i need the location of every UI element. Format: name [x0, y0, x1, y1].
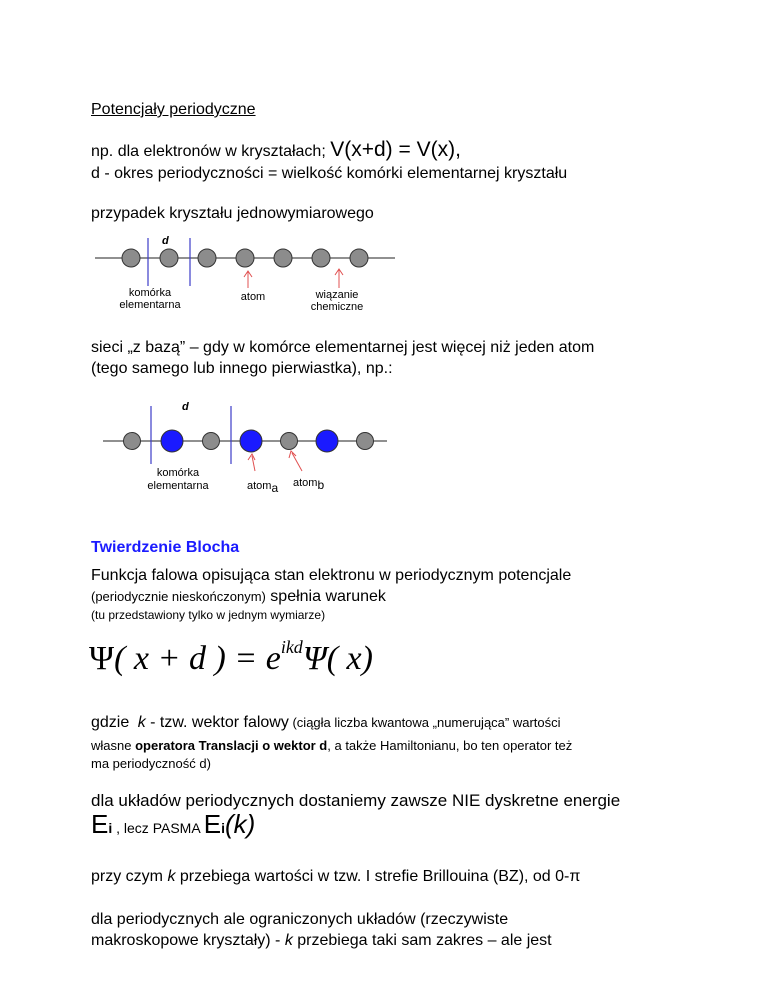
- diagram-basis-lattice: [95, 398, 395, 498]
- band-energy-index: i: [221, 820, 226, 836]
- atom: [122, 249, 140, 267]
- bloch-line-2-paren: (periodycznie nieskończonym): [91, 589, 266, 604]
- equation-rhs: Ψ( x): [302, 640, 373, 677]
- atom-a-arrowhead: [248, 454, 255, 460]
- equation-lhs: ( x + d ) = e: [114, 640, 281, 677]
- energy-symbol: E: [91, 809, 109, 839]
- atom-a: [240, 430, 262, 452]
- k-def-text: gdzie: [91, 714, 130, 731]
- wavevector-definition-line-3: ma periodyczność d): [91, 756, 211, 771]
- translation-operator: operatora Translacji o wektor d: [135, 738, 328, 753]
- atom-label: atom: [240, 291, 266, 303]
- band-k-argument: (k): [225, 809, 256, 839]
- k-def-text: , a także Hamiltonianu, bo ten operator też: [327, 738, 573, 753]
- one-dim-crystal-heading: przypadek kryształu jednowymiarowego: [91, 205, 374, 222]
- periodic-potential-intro: [91, 138, 461, 162]
- page-heading: Potencjały periodyczne: [91, 101, 256, 118]
- k-def-paren: (ciągła liczba kwantowa „numerująca” wartości: [288, 715, 561, 730]
- atom-b: [203, 433, 220, 450]
- cell-label-2: elementarna: [147, 480, 209, 492]
- periodicity-formula: V(x+d) = V(x),: [330, 138, 461, 161]
- bands-line-1: dla układów periodycznych dostaniemy zawsze NIE dyskretne energie: [91, 791, 621, 810]
- period-definition: d - okres periodyczności = wielkość komórki elementarnej kryształu: [91, 165, 568, 182]
- atom: [198, 249, 216, 267]
- bloch-line-2-rest: spełnia warunek: [265, 588, 386, 605]
- atom: [274, 249, 292, 267]
- psi-symbol: Ψ: [89, 640, 115, 677]
- k-def-text: - tzw. wektor falowy: [145, 714, 289, 731]
- bands-line-2: [91, 809, 255, 840]
- bloch-line-3: (tu przedstawiony tylko w jednym wymiarze): [91, 608, 326, 622]
- atom-b: [124, 433, 141, 450]
- finite-crystal-line-2: [91, 932, 552, 950]
- basis-lattice-line-1: sieci „z bazą” – gdy w komórce elementarnej jest więcej niż jeden atom: [91, 339, 595, 356]
- finite-crystal-line-1: dla periodycznych ale ograniczonych układów (rzeczywiste: [91, 911, 509, 928]
- cell-label-2: elementarna: [119, 299, 181, 311]
- atom-a: [316, 430, 338, 452]
- bond-label-1: wiązanie: [315, 289, 359, 301]
- wavevector-definition-line-2: [91, 738, 572, 753]
- intro-text: np. dla elektronów w kryształach;: [91, 143, 326, 160]
- k-def-text: własne: [91, 738, 136, 753]
- atom-b-arrow: [292, 453, 302, 471]
- wavevector-definition-line-1: [91, 714, 561, 732]
- atom-b: [357, 433, 374, 450]
- cell-label-1: komórka: [156, 467, 200, 479]
- k-symbol: k: [284, 932, 293, 949]
- bond-label-2: chemiczne: [310, 301, 364, 313]
- brillouin-zone-line: [91, 868, 580, 886]
- finite-text: makroskopowe kryształy) -: [91, 932, 285, 949]
- d-label: d: [162, 235, 169, 247]
- bz-text: przy czym: [91, 868, 168, 885]
- bloch-line-2: [91, 588, 386, 606]
- atom: [312, 249, 330, 267]
- finite-text: przebiega taki sam zakres – ale jest: [292, 932, 552, 949]
- atom-a: [161, 430, 183, 452]
- k-symbol: k: [167, 868, 176, 885]
- atom: [160, 249, 178, 267]
- cell-label-1: komórka: [128, 287, 172, 299]
- k-symbol: k: [137, 714, 146, 731]
- atom: [350, 249, 368, 267]
- atom-a-label: atoma: [247, 480, 279, 495]
- band-energy-symbol: E: [203, 809, 222, 839]
- bloch-line-1: Funkcja falowa opisująca stan elektronu w periodycznym potencjale: [91, 567, 572, 584]
- equation-exponent: ikd: [280, 637, 303, 657]
- basis-lattice-line-2: (tego samego lub innego pierwiastka), np.:: [91, 360, 393, 377]
- energy-index: i: [108, 820, 113, 836]
- atom-b-label: atomb: [293, 477, 325, 492]
- atom: [236, 249, 254, 267]
- d-label: d: [182, 401, 189, 413]
- bands-mid-text: , lecz PASMA: [112, 820, 204, 836]
- atom-b: [281, 433, 298, 450]
- bloch-equation: [89, 637, 373, 678]
- bloch-theorem-title: Twierdzenie Blocha: [91, 539, 240, 556]
- diagram-1d-crystal: [95, 232, 395, 322]
- bz-text: przebiega wartości w tzw. I strefie Brillouina (BZ), od 0-π: [175, 868, 581, 885]
